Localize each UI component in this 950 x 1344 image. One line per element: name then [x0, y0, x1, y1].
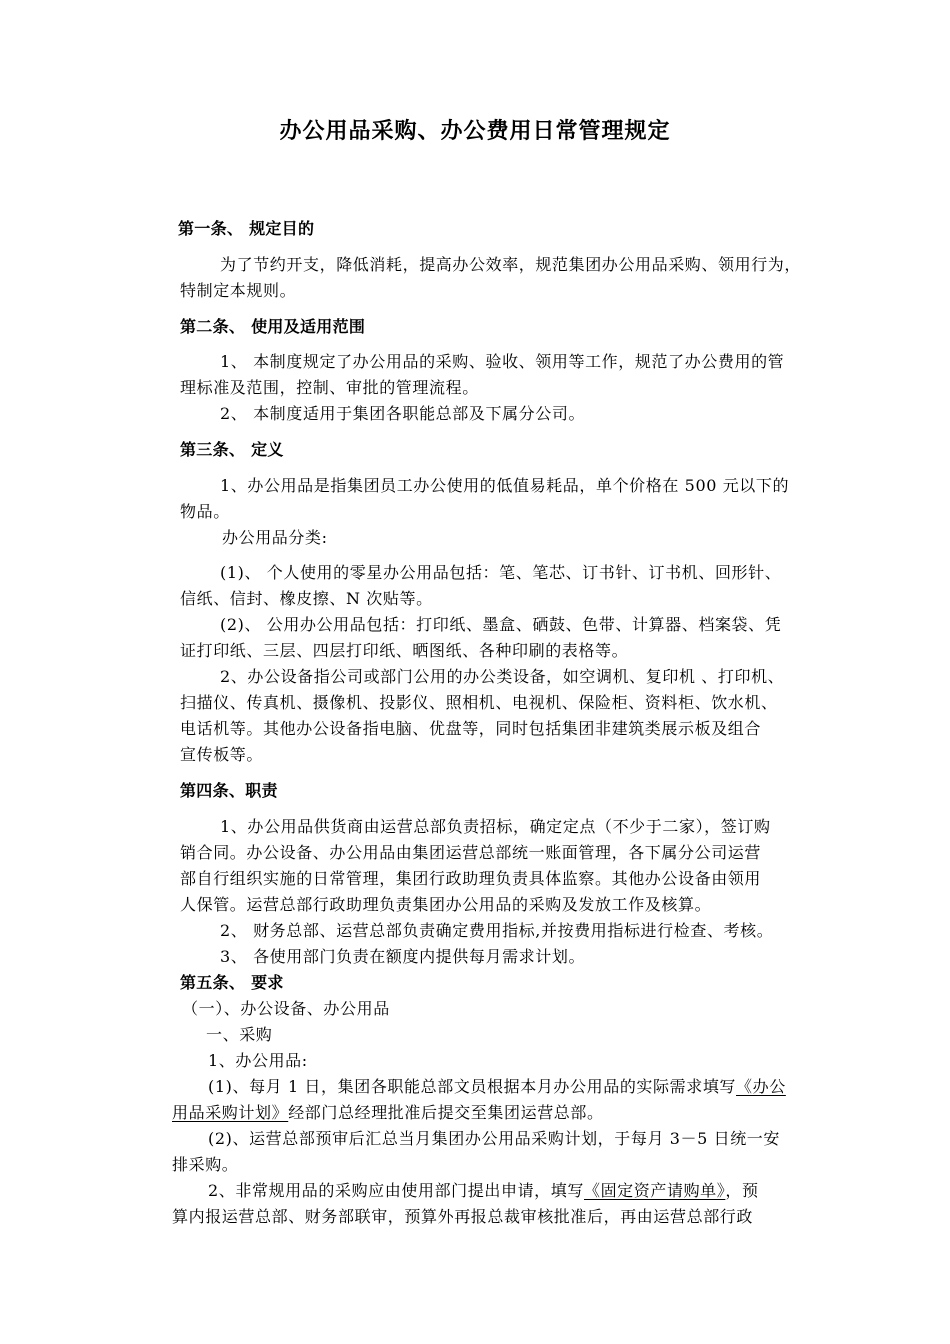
paragraph-line: 1、办公用品是指集团员工办公使用的低值易耗品，单个价格在 500 元以下的	[220, 476, 790, 495]
paragraph-line	[208, 1181, 759, 1201]
section-3-heading: 第三条、 定义	[180, 440, 284, 459]
paragraph-line: 部自行组织实施的日常管理，集团行政助理负责具体监察。其他办公设备由领用	[180, 869, 762, 888]
paragraph-line: 扫描仪、传真机、摄像机、投影仪、照相机、电视机、保险柜、资料柜、饮水机、	[180, 693, 778, 712]
paragraph-line: 2、 本制度适用于集团各职能总部及下属分公司。	[220, 404, 586, 423]
paragraph-line: 为了节约开支，降低消耗，提高办公效率，规范集团办公用品采购、领用行为，	[220, 255, 802, 274]
paragraph-line: 电话机等。其他办公设备指电脑、优盘等，同时包括集团非建筑类展示板及组合	[180, 719, 762, 738]
paragraph-line: 2、办公设备指公司或部门公用的办公类设备，如空调机、复印机 、打印机、	[220, 667, 785, 686]
form-reference-link: 《办公	[736, 1077, 786, 1096]
subsection-heading: 一、采购	[206, 1025, 273, 1044]
paragraph-line: (2)、 公用办公用品包括：打印纸、墨盒、硒鼓、色带、计算器、档案袋、凭	[220, 615, 782, 634]
section-5-heading: 第五条、 要求	[180, 973, 284, 992]
paragraph-line	[208, 1077, 786, 1097]
paragraph-line: 2、 财务总部、运营总部负责确定费用指标,并按费用指标进行检查、考核。	[220, 921, 774, 940]
paragraph-line: 算内报运营总部、财务部联审，预算外再报总裁审核批准后，再由运营总部行政	[172, 1207, 754, 1226]
paragraph-line: (1)、 个人使用的零星办公用品包括：笔、笔芯、订书针、订书机、回形针、	[220, 563, 782, 582]
paragraph-line: 1、 本制度规定了办公用品的采购、验收、领用等工作，规范了办公费用的管	[220, 352, 785, 371]
section-4-heading: 第四条、职责	[180, 781, 278, 800]
paragraph-text: 2、非常规用品的采购应由使用部门提出申请，填写	[208, 1181, 584, 1200]
document-title: 办公用品采购、办公费用日常管理规定	[279, 118, 671, 144]
paragraph-line: 1、办公用品:	[208, 1051, 308, 1070]
form-reference-link: 用品采购计划》	[172, 1103, 289, 1122]
paragraph-line: 理标准及范围，控制、审批的管理流程。	[180, 378, 479, 397]
paragraph-line: 销合同。办公设备、办公用品由集团运营总部统一账面管理，各下属分公司运营	[180, 843, 762, 862]
paragraph-line: 物品。	[180, 502, 230, 521]
paragraph-line: 宣传板等。	[180, 745, 264, 764]
section-1-heading: 第一条、 规定目的	[178, 219, 315, 238]
form-reference-link: 《固定资产请购单》	[583, 1181, 726, 1200]
paragraph-line: 人保管。运营总部行政助理负责集团办公用品的采购及发放工作及核算。	[180, 895, 712, 914]
subsection-heading: （一）、办公设备、办公用品	[182, 999, 390, 1018]
paragraph-text: ，预	[725, 1181, 759, 1200]
paragraph-line: 信纸、信封、橡皮擦、N 次贴等。	[180, 589, 433, 608]
paragraph-text: (1)、每月 1 日，集团各职能总部文员根据本月办公用品的实际需求填写	[208, 1077, 737, 1096]
paragraph-line: 排采购。	[172, 1155, 239, 1174]
paragraph-line	[172, 1103, 604, 1123]
paragraph-line: 3、 各使用部门负责在额度内提供每月需求计划。	[220, 947, 586, 966]
paragraph-line: 1、办公用品供货商由运营总部负责招标，确定定点（不少于二家），签订购	[220, 817, 771, 836]
paragraph-text: 经部门总经理批准后提交至集团运营总部。	[288, 1103, 604, 1122]
paragraph-line: (2)、运营总部预审后汇总当月集团办公用品采购计划，于每月 3－5 日统一安	[208, 1129, 780, 1148]
paragraph-line: 办公用品分类:	[222, 528, 328, 547]
paragraph-line: 证打印纸、三层、四层打印纸、晒图纸、各种印刷的表格等。	[180, 641, 629, 660]
paragraph-line: 特制定本规则。	[180, 281, 297, 300]
section-2-heading: 第二条、 使用及适用范围	[180, 317, 366, 336]
